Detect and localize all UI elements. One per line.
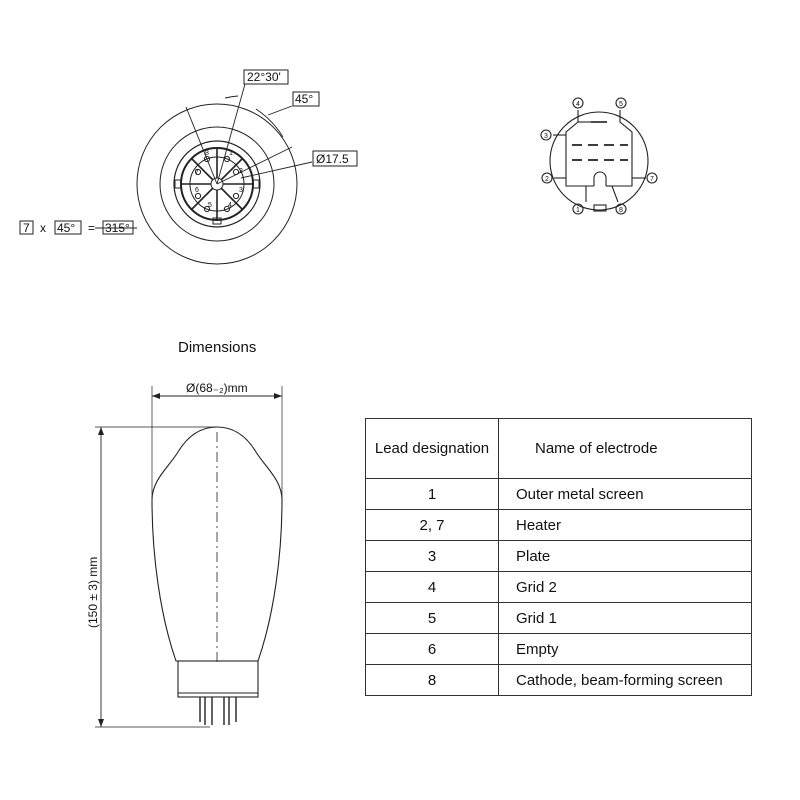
diameter-label: Ø17.5	[316, 152, 349, 166]
formula-total: 315°	[105, 221, 130, 235]
pin-label-4: 4	[228, 202, 232, 209]
lead-cell: 6	[366, 634, 499, 665]
pin-label-5: 5	[208, 202, 212, 209]
pin-label-6: 6	[195, 187, 199, 194]
header-electrode-name: Name of electrode	[499, 419, 752, 479]
formula-step: 45°	[57, 221, 76, 235]
header-lead-designation: Lead designation	[366, 419, 499, 479]
width-dimension-label: Ø(68₋₂)mm	[186, 381, 248, 395]
electrode-cell: Outer metal screen	[499, 479, 752, 510]
pinout-table	[365, 418, 752, 696]
angle-arc-1	[225, 96, 238, 98]
electrode-cell: Plate	[499, 541, 752, 572]
schematic-pin-2: 2	[545, 176, 549, 183]
table-row	[366, 634, 752, 665]
pin-number-labels	[195, 150, 243, 209]
electrode-cell: Grid 2	[499, 572, 752, 603]
pin-label-7: 7	[195, 169, 199, 176]
table-row	[366, 510, 752, 541]
schematic-pin-4: 4	[576, 101, 580, 108]
schematic-pin-7: 7	[650, 176, 654, 183]
table-row	[366, 479, 752, 510]
schematic-pin-labels	[544, 101, 654, 214]
angle-leader-2	[186, 107, 217, 184]
lead-cell: 4	[366, 572, 499, 603]
formula-times: x	[40, 221, 46, 235]
angle-22-30-label: 22°30'	[247, 70, 281, 84]
schematic-pin-3: 3	[544, 133, 548, 140]
table-header-row	[366, 419, 752, 479]
formula-equals: =	[88, 221, 96, 235]
electrode-cell: Heater	[499, 510, 752, 541]
pin-label-2: 2	[239, 168, 243, 175]
tube-pins	[200, 697, 236, 725]
table-row	[366, 665, 752, 696]
schematic-pin-1: 1	[576, 207, 580, 214]
base-dimension-labels	[23, 70, 349, 235]
tube-schematic	[541, 98, 657, 214]
height-dimension-label: (150 ± 3) mm	[86, 556, 100, 628]
lead-cell: 8	[366, 665, 499, 696]
diameter-leader	[241, 162, 312, 178]
electrode-cell: Cathode, beam-forming screen	[499, 665, 752, 696]
lead-cell: 3	[366, 541, 499, 572]
pin-label-1: 1	[229, 150, 233, 157]
lead-cell: 5	[366, 603, 499, 634]
table-row	[366, 541, 752, 572]
schematic-pin-8: 8	[619, 207, 623, 214]
pin-label-8: 8	[205, 150, 209, 157]
electrode-cell: Empty	[499, 634, 752, 665]
table-row	[366, 572, 752, 603]
lead-cell: 1	[366, 479, 499, 510]
dimensions-title: Dimensions	[178, 339, 257, 356]
tube-bulb	[152, 427, 282, 661]
angle-45-label: 45°	[295, 92, 314, 106]
electrode-cell: Grid 1	[499, 603, 752, 634]
formula-count: 7	[23, 221, 30, 235]
schematic-pin-5: 5	[619, 101, 623, 108]
schematic-envelope	[550, 112, 648, 210]
tube-outline	[95, 386, 282, 727]
schematic-heater	[594, 172, 606, 186]
schematic-right-frame	[612, 110, 632, 186]
schematic-lead-8	[612, 186, 618, 202]
pin-label-3: 3	[239, 187, 243, 194]
table-row	[366, 603, 752, 634]
dimension-arrows	[98, 393, 282, 727]
lead-cell: 2, 7	[366, 510, 499, 541]
tube-base	[178, 661, 258, 697]
